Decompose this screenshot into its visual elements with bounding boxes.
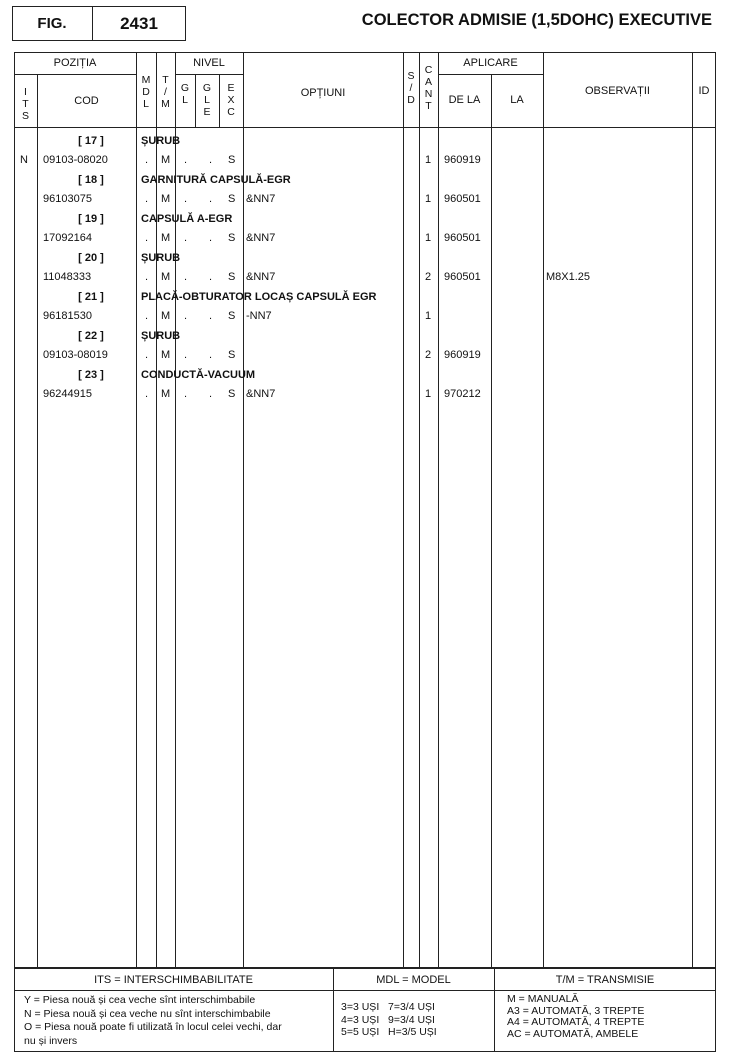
row-options: &NN7 bbox=[246, 193, 276, 205]
row-part-name: CAPSULĂ A-EGR bbox=[141, 213, 233, 225]
header-pozitia: POZIȚIA bbox=[53, 57, 97, 69]
row-exc: S bbox=[228, 310, 236, 322]
row-cod: 96244915 bbox=[43, 388, 92, 400]
figure-number: 2431 bbox=[120, 14, 158, 33]
legend-its-list bbox=[24, 995, 332, 1050]
parts-table bbox=[14, 52, 716, 968]
row-cant: 1 bbox=[425, 232, 432, 244]
header-its-char: S bbox=[21, 110, 29, 122]
row-tm: M bbox=[161, 310, 171, 322]
row-tm: M bbox=[161, 193, 171, 205]
page-title: COLECTOR ADMISIE (1,5DOHC) EXECUTIVE bbox=[361, 11, 712, 29]
row-gl: . bbox=[184, 349, 188, 361]
legend-title-line bbox=[14, 990, 716, 991]
header-gle-char: G bbox=[202, 82, 212, 94]
row-cod: 09103-08020 bbox=[43, 154, 108, 166]
row-mdl: . bbox=[145, 154, 149, 166]
row-gle: . bbox=[209, 193, 213, 205]
row-cant: 2 bbox=[425, 271, 432, 283]
row-dela: 960501 bbox=[444, 232, 481, 244]
row-cod: 11048333 bbox=[43, 271, 92, 283]
header-gl-char: G bbox=[180, 82, 190, 94]
header-gl bbox=[175, 82, 195, 106]
row-its: N bbox=[20, 154, 28, 166]
header-bottom-line bbox=[14, 127, 716, 128]
figure-label: FIG. bbox=[37, 15, 67, 32]
row-gle: . bbox=[209, 271, 213, 283]
header-la: LA bbox=[510, 94, 524, 106]
row-cod: 17092164 bbox=[43, 232, 92, 244]
header-gle-char: E bbox=[203, 106, 211, 118]
header-gle bbox=[195, 82, 219, 118]
row-options: &NN7 bbox=[246, 271, 276, 283]
row-gle: . bbox=[209, 349, 213, 361]
row-tm: M bbox=[161, 271, 171, 283]
col-line-cant bbox=[438, 52, 439, 968]
header-cant-char: A bbox=[424, 76, 432, 88]
col-line-obs bbox=[692, 52, 693, 968]
legend-tm-line: A3 = AUTOMATĂ, 3 TREPTE bbox=[507, 1004, 645, 1017]
row-position: [ 20 ] bbox=[78, 252, 104, 264]
legend-its-title: ITS = INTERSCHIMBABILITATE bbox=[94, 974, 253, 986]
header-optiuni: OPȚIUNI bbox=[300, 87, 346, 99]
header-mdl bbox=[136, 74, 156, 110]
row-cant: 1 bbox=[425, 154, 432, 166]
header-its-char: T bbox=[22, 98, 29, 110]
row-gl: . bbox=[184, 154, 188, 166]
row-gle: . bbox=[209, 310, 213, 322]
header-gle-char: L bbox=[204, 94, 210, 106]
header-sd-char: D bbox=[407, 94, 415, 106]
legend-mdl-line: 4=3 UȘI 9=3/4 UȘI bbox=[341, 1013, 435, 1026]
legend-its-line: Y = Piesa nouă și cea veche sînt interschimbabile bbox=[24, 995, 256, 1006]
row-cant: 1 bbox=[425, 310, 432, 322]
header-tm bbox=[156, 74, 175, 110]
legend-tm-line: A4 = AUTOMATĂ, 4 TREPTE bbox=[507, 1016, 645, 1028]
legend-mdl-line: 5=5 UȘI H=3/5 UȘI bbox=[341, 1026, 437, 1038]
legend-its-line: N = Piesa nouă și cea veche nu sînt interschimbabile bbox=[24, 1007, 271, 1020]
row-part-name: ȘURUB bbox=[141, 135, 181, 147]
header-mdl-char: M bbox=[141, 74, 151, 86]
header-exc-char: E bbox=[227, 82, 235, 94]
row-exc: S bbox=[228, 388, 236, 400]
legend-tm-title: T/M = TRANSMISIE bbox=[555, 974, 655, 986]
header-gl-char: L bbox=[182, 94, 188, 106]
row-position: [ 22 ] bbox=[78, 330, 104, 342]
row-tm: M bbox=[161, 388, 171, 400]
row-exc: S bbox=[228, 349, 236, 361]
col-line-optiuni bbox=[403, 52, 404, 968]
col-line-tm bbox=[175, 52, 176, 968]
row-position: [ 23 ] bbox=[78, 369, 104, 381]
header-its bbox=[14, 86, 37, 122]
row-gle: . bbox=[209, 388, 213, 400]
header-exc-char: X bbox=[227, 94, 235, 106]
row-mdl: . bbox=[145, 310, 149, 322]
row-gl: . bbox=[184, 388, 188, 400]
col-line-exc bbox=[243, 52, 244, 968]
row-options: -NN7 bbox=[246, 310, 272, 322]
row-mdl: . bbox=[145, 388, 149, 400]
row-gle: . bbox=[209, 232, 213, 244]
row-part-name: ȘURUB bbox=[141, 252, 181, 264]
header-mdl-char: D bbox=[142, 86, 150, 98]
col-line-mdl bbox=[156, 52, 157, 968]
row-gl: . bbox=[184, 193, 188, 205]
header-sd-char: S bbox=[407, 70, 415, 82]
row-gle: . bbox=[209, 154, 213, 166]
header-cant-char: T bbox=[425, 100, 432, 112]
row-dela: 960501 bbox=[444, 193, 481, 205]
row-exc: S bbox=[228, 232, 236, 244]
row-exc: S bbox=[228, 271, 236, 283]
row-cant: 1 bbox=[425, 388, 432, 400]
header-cant-char: C bbox=[424, 64, 433, 76]
header-cant bbox=[419, 64, 438, 112]
header-tm-char: T bbox=[162, 74, 169, 86]
header-mdl-char: L bbox=[143, 98, 149, 110]
row-gl: . bbox=[184, 271, 188, 283]
header-tm-char: M bbox=[161, 98, 170, 110]
header-observatii: OBSERVAȚII bbox=[584, 85, 650, 97]
row-part-name: CONDUCTĂ-VACUUM bbox=[141, 369, 256, 381]
row-part-name: PLACĂ-OBTURATOR LOCAȘ CAPSULĂ EGR bbox=[141, 291, 377, 303]
row-options: &NN7 bbox=[246, 388, 276, 400]
row-position: [ 19 ] bbox=[78, 213, 104, 225]
col-line-cod bbox=[136, 52, 137, 968]
row-tm: M bbox=[161, 232, 171, 244]
row-options: &NN7 bbox=[246, 232, 276, 244]
row-gl: . bbox=[184, 310, 188, 322]
header-nivel: NIVEL bbox=[193, 57, 225, 69]
row-tm: M bbox=[161, 154, 171, 166]
col-line-dela bbox=[491, 74, 492, 968]
row-mdl: . bbox=[145, 193, 149, 205]
row-tm: M bbox=[161, 349, 171, 361]
row-position: [ 18 ] bbox=[78, 174, 104, 186]
legend-mdl-list bbox=[341, 1002, 437, 1039]
legend-tm-line: M = MANUALĂ bbox=[507, 993, 579, 1005]
header-sd-char: / bbox=[409, 82, 413, 94]
header-cant-char: N bbox=[424, 88, 433, 100]
header-its-char: I bbox=[24, 86, 27, 98]
row-cod: 96181530 bbox=[43, 310, 92, 322]
row-mdl: . bbox=[145, 349, 149, 361]
legend-mdl-line: 3=3 UȘI 7=3/4 UȘI bbox=[341, 1001, 435, 1013]
row-part-name: GARNITURĂ CAPSULĂ-EGR bbox=[141, 174, 291, 186]
legend-tm-list bbox=[507, 994, 644, 1040]
row-exc: S bbox=[228, 193, 236, 205]
header-cod: COD bbox=[74, 95, 99, 107]
row-dela: 960919 bbox=[444, 154, 481, 166]
col-line-sd bbox=[419, 52, 420, 968]
row-gl: . bbox=[184, 232, 188, 244]
header-aplicare: APLICARE bbox=[463, 57, 518, 69]
row-mdl: . bbox=[145, 271, 149, 283]
row-cod: 96103075 bbox=[43, 193, 92, 205]
row-part-name: ȘURUB bbox=[141, 330, 181, 342]
row-exc: S bbox=[228, 154, 236, 166]
row-cant: 1 bbox=[425, 193, 432, 205]
header-subline-nivel bbox=[175, 74, 243, 75]
row-dela: 960919 bbox=[444, 349, 481, 361]
row-position: [ 17 ] bbox=[78, 135, 104, 147]
row-dela: 970212 bbox=[444, 388, 481, 400]
legend-its-line: O = Piesa nouă poate fi utilizată în locul celei vechi, dar bbox=[24, 1021, 282, 1033]
col-line-la bbox=[543, 52, 544, 968]
legend-tm-line: AC = AUTOMATĂ, AMBELE bbox=[507, 1027, 639, 1040]
col-line-its bbox=[37, 74, 38, 968]
legend-its-line: nu și invers bbox=[24, 1034, 78, 1047]
row-observatii: M8X1.25 bbox=[546, 271, 591, 283]
header-sd bbox=[403, 70, 419, 106]
row-cant: 2 bbox=[425, 349, 432, 361]
header-tm-char: / bbox=[164, 86, 167, 98]
header-dela: DE LA bbox=[448, 94, 481, 106]
row-position: [ 21 ] bbox=[78, 291, 104, 303]
row-dela: 960501 bbox=[444, 271, 481, 283]
row-mdl: . bbox=[145, 232, 149, 244]
legend-mdl-title: MDL = MODEL bbox=[376, 974, 451, 986]
row-cod: 09103-08019 bbox=[43, 349, 108, 361]
header-id: ID bbox=[698, 85, 710, 97]
header-exc-char: C bbox=[227, 106, 235, 118]
header-subline-pozitia bbox=[14, 74, 136, 75]
header-exc bbox=[219, 82, 243, 118]
